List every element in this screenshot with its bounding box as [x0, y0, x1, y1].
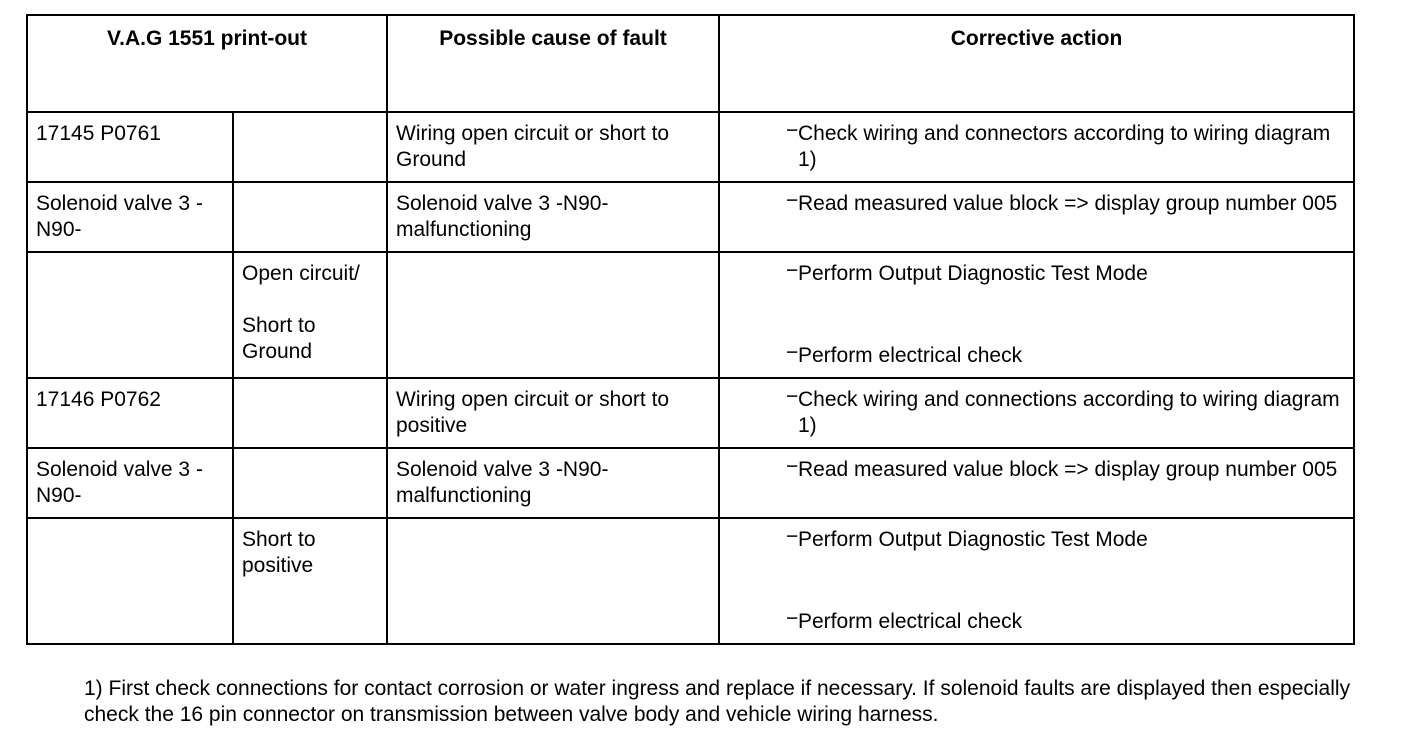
- action-cell: [719, 252, 1354, 378]
- action-item: [728, 609, 1345, 635]
- fault-type-cell: [233, 112, 387, 182]
- component-cell: [27, 252, 233, 378]
- fault-type-cell: Short to positive: [233, 518, 387, 644]
- action-text: Perform Output Diagnostic Test Mode: [798, 528, 1148, 551]
- fault-type-cell: [233, 252, 387, 378]
- action-item: [728, 261, 1345, 287]
- fault-type-line: Open circuit/: [242, 262, 360, 285]
- action-item: [728, 387, 1345, 439]
- header-action: Corrective action: [719, 15, 1354, 112]
- action-item: [728, 121, 1345, 173]
- footnote: 1) First check connections for contact corrosion or water ingress and replace if necessary. If solenoid faults are displayed then especially check the 16 pin connector on transmission between valve body and vehicle wiring harness.: [84, 677, 1351, 726]
- dash-bullet: −: [786, 341, 799, 364]
- cause-cell: [387, 518, 719, 644]
- dash-bullet: −: [786, 189, 799, 212]
- fault-code-cell: 17145 P0761: [27, 112, 233, 182]
- action-text: Perform Output Diagnostic Test Mode: [798, 262, 1148, 285]
- header-row: [27, 15, 1354, 112]
- fault-type-cell: [233, 182, 387, 252]
- action-text: Perform electrical check: [798, 344, 1023, 367]
- table-row: [27, 448, 1354, 518]
- cause-cell: Wiring open circuit or short to positive: [387, 378, 719, 448]
- cause-cell: Solenoid valve 3 -N90- malfunctioning: [387, 448, 719, 518]
- action-cell: [719, 448, 1354, 518]
- fault-type-cell: [233, 448, 387, 518]
- dash-bullet: −: [786, 259, 799, 282]
- action-text: Check wiring and connections according to wiring diagram 1): [798, 388, 1340, 437]
- action-cell: [719, 378, 1354, 448]
- fault-table: [26, 14, 1355, 645]
- fault-type-cell: [233, 378, 387, 448]
- fault-code-cell: 17146 P0762: [27, 378, 233, 448]
- cause-cell: Solenoid valve 3 -N90- malfunctioning: [387, 182, 719, 252]
- dash-bullet: −: [786, 525, 799, 548]
- action-item: [728, 457, 1345, 483]
- action-cell: [719, 182, 1354, 252]
- action-item: [728, 527, 1345, 553]
- action-text: Read measured value block => display group number 005: [798, 458, 1338, 481]
- action-text: Check wiring and connectors according to wiring diagram 1): [798, 122, 1331, 171]
- action-cell: [719, 518, 1354, 644]
- component-cell: Solenoid valve 3 -N90-: [27, 448, 233, 518]
- action-cell: [719, 112, 1354, 182]
- cause-cell: [387, 252, 719, 378]
- dash-bullet: −: [786, 385, 799, 408]
- action-text: Perform electrical check: [798, 610, 1023, 633]
- action-item: [728, 191, 1345, 217]
- table-row: [27, 518, 1354, 644]
- action-item: [728, 343, 1345, 369]
- cause-cell: Wiring open circuit or short to Ground: [387, 112, 719, 182]
- fault-type-line: Short to Ground: [242, 314, 316, 363]
- dash-bullet: −: [786, 607, 799, 630]
- table-row: [27, 378, 1354, 448]
- table-row: [27, 252, 1354, 378]
- table-row: [27, 112, 1354, 182]
- header-printout: V.A.G 1551 print-out: [27, 15, 387, 112]
- component-cell: [27, 518, 233, 644]
- table-row: [27, 182, 1354, 252]
- dash-bullet: −: [786, 455, 799, 478]
- dash-bullet: −: [786, 119, 799, 142]
- action-text: Read measured value block => display group number 005: [798, 192, 1338, 215]
- component-cell: Solenoid valve 3 -N90-: [27, 182, 233, 252]
- header-cause: Possible cause of fault: [387, 15, 719, 112]
